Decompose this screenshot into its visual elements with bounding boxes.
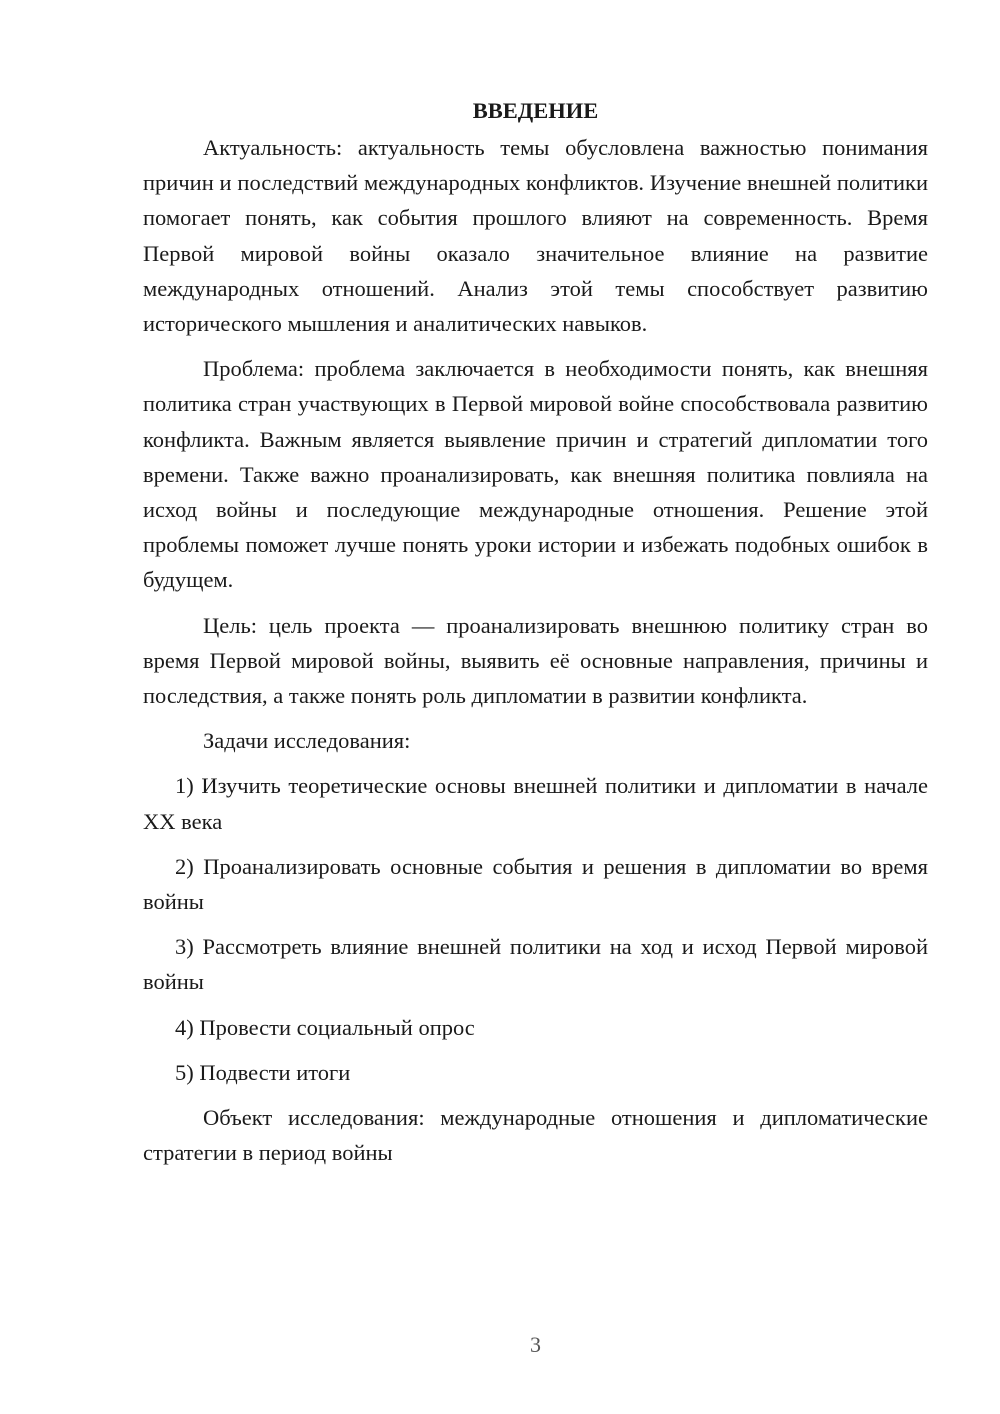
- goal-paragraph: Цель: цель проекта — проанализировать внешнюю политику стран во время Первой мировой войны, выявить её основные направления, причины и последствия, а также понять роль дипломатии в развитии конфликта.: [143, 612, 928, 709]
- task-item-5: 5) Подвести итоги: [175, 1059, 351, 1085]
- page-number: 3: [530, 1332, 541, 1357]
- task-item-2: 2) Проанализировать основные события и решения в дипломатии во время войны: [143, 853, 928, 915]
- tasks-title: Задачи исследования:: [203, 728, 411, 754]
- section-heading: ВВЕДЕНИЕ: [472, 98, 599, 123]
- problem-paragraph: Проблема: проблема заключается в необходимости понять, как внешняя политика стран участвующих в Первой мировой войне способствовала развитию конфликта. Важным является выявление причин и стратегий дипломатии того времени. Также важно проанализировать, как внешняя политика повлияла на исход войны и последующие международные отношения. Решение этой проблемы поможет лучше понять уроки истории и избежать подобных ошибок в будущем.: [143, 356, 928, 593]
- object-paragraph: Объект исследования: международные отношения и дипломатические стратегии в период войны: [143, 1105, 928, 1166]
- task-item-3: 3) Рассмотреть влияние внешней политики на ход и исход Первой мировой войны: [143, 934, 928, 995]
- page-content: [143, 93, 928, 1170]
- relevance-paragraph: Актуальность: актуальность темы обусловлена важностью понимания причин и последствий международных конфликтов. Изучение внешней политики помогает понять, как события прошлого влияют на современность. Время Первой мировой войны оказало значительное влияние на развитие международных отношений. Анализ этой темы способствует развитию исторического мышления и аналитических навыков.: [143, 135, 928, 337]
- task-item-1: 1) Изучить теоретические основы внешней политики и дипломатии в начале XX века: [143, 773, 928, 834]
- task-item-4: 4) Провести социальный опрос: [175, 1014, 475, 1040]
